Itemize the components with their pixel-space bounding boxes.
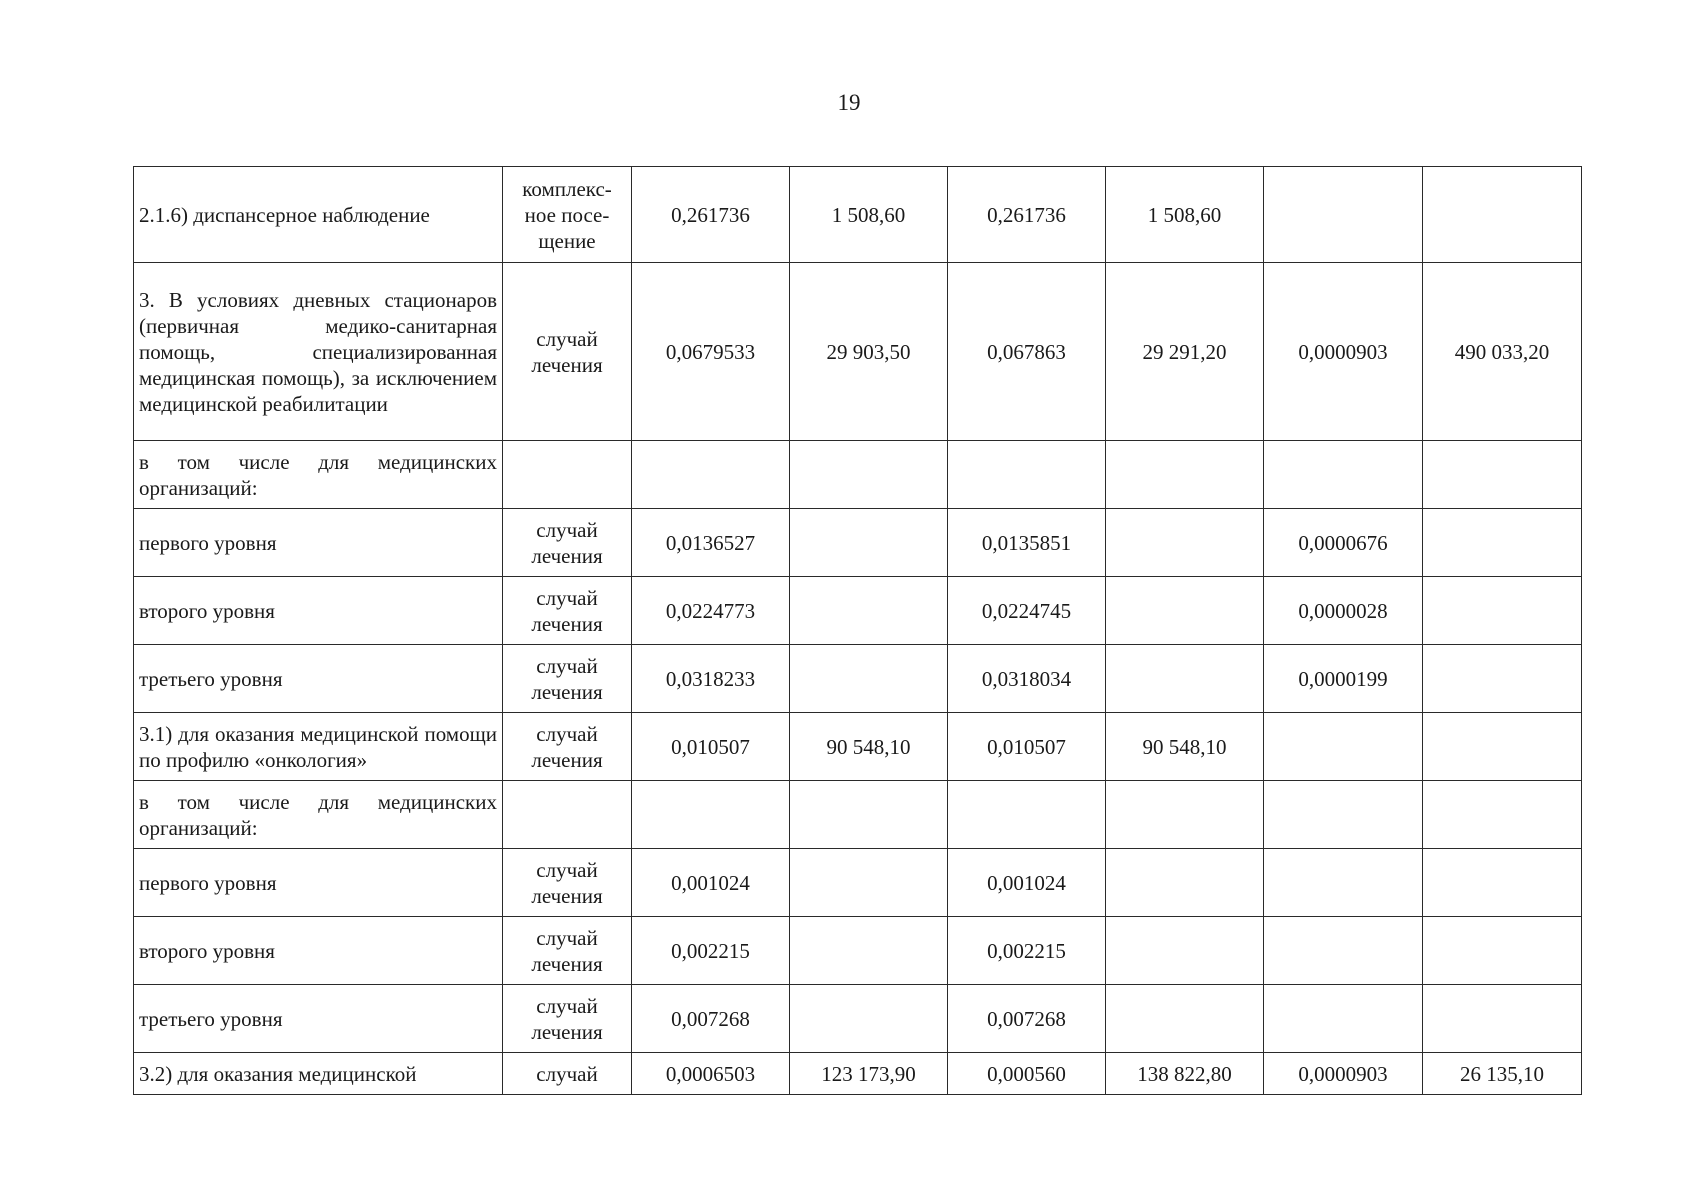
row-value <box>1106 985 1264 1053</box>
row-name: третьего уровня <box>134 645 503 713</box>
row-unit: комплекс- ное посе- щение <box>503 167 632 263</box>
row-value <box>1264 441 1423 509</box>
row-value <box>1423 167 1582 263</box>
row-value: 0,0000028 <box>1264 577 1423 645</box>
row-unit: случай лечения <box>503 849 632 917</box>
row-value <box>1264 985 1423 1053</box>
row-value: 1 508,60 <box>1106 167 1264 263</box>
row-value: 0,0000903 <box>1264 263 1423 441</box>
row-value <box>790 509 948 577</box>
table-row <box>134 645 1582 713</box>
row-value: 0,261736 <box>632 167 790 263</box>
row-value: 0,0679533 <box>632 263 790 441</box>
row-name: 3.1) для оказания медицинской помощи по профилю «онкология» <box>134 713 503 781</box>
row-value <box>1423 577 1582 645</box>
row-value: 0,000560 <box>948 1053 1106 1095</box>
row-value <box>790 577 948 645</box>
row-value <box>1423 849 1582 917</box>
table-row <box>134 849 1582 917</box>
row-value <box>1423 441 1582 509</box>
row-value <box>1423 713 1582 781</box>
row-value: 0,001024 <box>948 849 1106 917</box>
data-table <box>133 166 1582 1095</box>
row-name: первого уровня <box>134 849 503 917</box>
row-value <box>1106 781 1264 849</box>
row-unit: случай лечения <box>503 917 632 985</box>
row-value: 0,261736 <box>948 167 1106 263</box>
table-row <box>134 713 1582 781</box>
row-value <box>1106 577 1264 645</box>
row-value <box>1423 985 1582 1053</box>
row-value <box>948 781 1106 849</box>
table-row <box>134 441 1582 509</box>
row-value: 0,010507 <box>632 713 790 781</box>
row-value: 0,001024 <box>632 849 790 917</box>
row-name: 3. В условиях дневных стационаров (первичная медико-санитарная помощь, специализированная медицинская помощь), за исключением медицинской реабилитации <box>134 263 503 441</box>
row-value: 0,067863 <box>948 263 1106 441</box>
row-value <box>790 781 948 849</box>
table-row <box>134 781 1582 849</box>
row-value <box>790 849 948 917</box>
row-name: в том числе для медицинских организаций: <box>134 781 503 849</box>
row-value <box>1106 645 1264 713</box>
row-value: 29 903,50 <box>790 263 948 441</box>
row-name: 3.2) для оказания медицинской <box>134 1053 503 1095</box>
row-value: 0,007268 <box>632 985 790 1053</box>
row-value: 490 033,20 <box>1423 263 1582 441</box>
row-value: 90 548,10 <box>1106 713 1264 781</box>
row-value <box>632 441 790 509</box>
table-row <box>134 1053 1582 1095</box>
row-value: 138 822,80 <box>1106 1053 1264 1095</box>
row-value: 0,007268 <box>948 985 1106 1053</box>
row-value: 0,0224745 <box>948 577 1106 645</box>
row-value <box>1106 849 1264 917</box>
row-value <box>1264 917 1423 985</box>
row-name: второго уровня <box>134 577 503 645</box>
row-unit: случай лечения <box>503 509 632 577</box>
row-value: 1 508,60 <box>790 167 948 263</box>
row-value: 29 291,20 <box>1106 263 1264 441</box>
row-value <box>1106 509 1264 577</box>
row-value <box>948 441 1106 509</box>
row-unit: случай лечения <box>503 263 632 441</box>
page-number: 19 <box>837 90 861 115</box>
row-value <box>1423 509 1582 577</box>
row-value <box>1423 781 1582 849</box>
row-value <box>1264 849 1423 917</box>
row-unit: случай лечения <box>503 713 632 781</box>
row-value <box>1106 441 1264 509</box>
row-value: 26 135,10 <box>1423 1053 1582 1095</box>
row-value: 0,0318233 <box>632 645 790 713</box>
row-name: третьего уровня <box>134 985 503 1053</box>
row-value <box>1264 781 1423 849</box>
row-unit: случай лечения <box>503 985 632 1053</box>
row-value: 90 548,10 <box>790 713 948 781</box>
row-value: 0,002215 <box>632 917 790 985</box>
row-unit <box>503 781 632 849</box>
table-row <box>134 509 1582 577</box>
row-unit: случай лечения <box>503 645 632 713</box>
table-row <box>134 167 1582 263</box>
row-value <box>1106 917 1264 985</box>
table-row <box>134 985 1582 1053</box>
row-value: 123 173,90 <box>790 1053 948 1095</box>
row-unit <box>503 441 632 509</box>
row-name: второго уровня <box>134 917 503 985</box>
table-row <box>134 917 1582 985</box>
row-value <box>790 985 948 1053</box>
table-row <box>134 263 1582 441</box>
row-value: 0,0318034 <box>948 645 1106 713</box>
row-value: 0,0135851 <box>948 509 1106 577</box>
table-row <box>134 577 1582 645</box>
row-value <box>790 645 948 713</box>
row-value: 0,0006503 <box>632 1053 790 1095</box>
row-value: 0,0224773 <box>632 577 790 645</box>
row-name: первого уровня <box>134 509 503 577</box>
row-value: 0,0000903 <box>1264 1053 1423 1095</box>
row-value <box>632 781 790 849</box>
row-name: в том числе для медицинских организаций: <box>134 441 503 509</box>
row-value <box>1264 713 1423 781</box>
row-unit: случай <box>503 1053 632 1095</box>
row-value <box>1423 917 1582 985</box>
row-unit: случай лечения <box>503 577 632 645</box>
row-value: 0,0000199 <box>1264 645 1423 713</box>
row-value: 0,002215 <box>948 917 1106 985</box>
row-value: 0,010507 <box>948 713 1106 781</box>
row-value <box>1423 645 1582 713</box>
row-value: 0,0136527 <box>632 509 790 577</box>
row-value <box>1264 167 1423 263</box>
row-value <box>790 441 948 509</box>
row-name: 2.1.6) диспансерное наблюдение <box>134 167 503 263</box>
row-value: 0,0000676 <box>1264 509 1423 577</box>
row-value <box>790 917 948 985</box>
